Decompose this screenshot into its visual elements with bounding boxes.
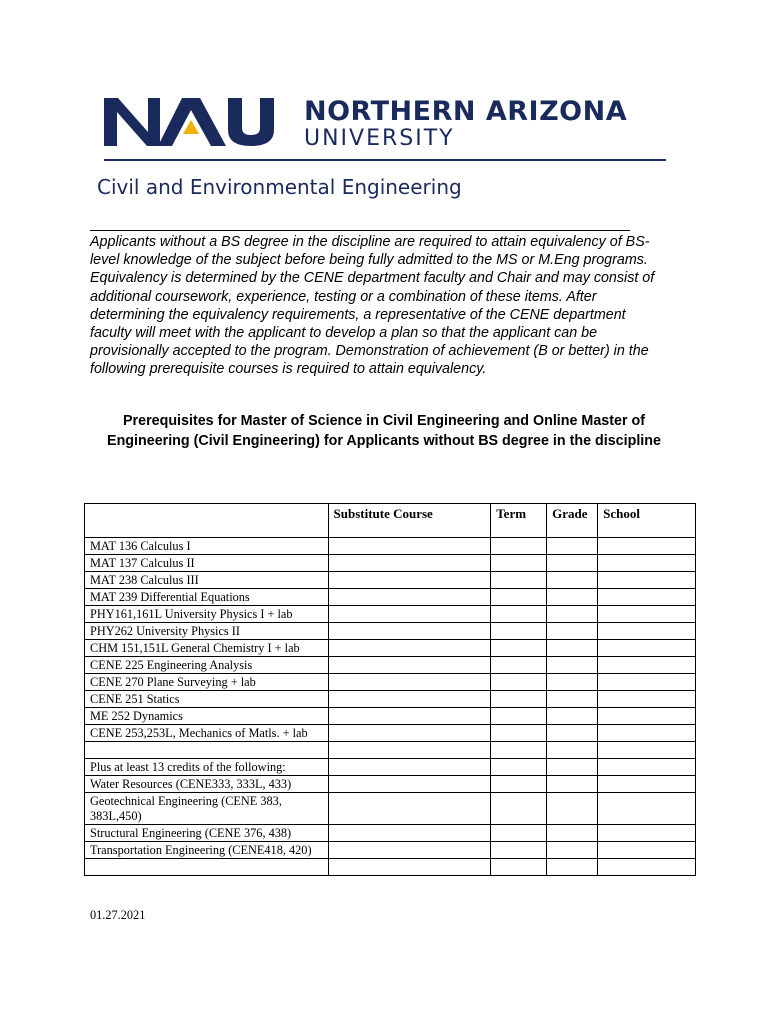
- school-cell[interactable]: [598, 725, 696, 742]
- course-cell: [85, 859, 329, 876]
- prerequisite-table: [84, 503, 696, 876]
- grade-cell[interactable]: [547, 657, 598, 674]
- substitute-course-cell[interactable]: [328, 640, 491, 657]
- table-row: [85, 538, 696, 555]
- term-cell[interactable]: [491, 674, 547, 691]
- school-cell[interactable]: [598, 708, 696, 725]
- term-cell[interactable]: [491, 640, 547, 657]
- course-cell: Structural Engineering (CENE 376, 438): [85, 825, 329, 842]
- term-cell[interactable]: [491, 742, 547, 759]
- substitute-course-cell[interactable]: [328, 674, 491, 691]
- grade-cell[interactable]: [547, 793, 598, 825]
- term-cell[interactable]: [491, 708, 547, 725]
- school-cell[interactable]: [598, 538, 696, 555]
- school-cell[interactable]: [598, 572, 696, 589]
- school-cell[interactable]: [598, 776, 696, 793]
- grade-cell[interactable]: [547, 555, 598, 572]
- school-cell[interactable]: [598, 589, 696, 606]
- course-cell: CENE 225 Engineering Analysis: [85, 657, 329, 674]
- term-cell[interactable]: [491, 589, 547, 606]
- header-substitute-course: Substitute Course: [328, 504, 491, 538]
- revision-date: 01.27.2021: [90, 908, 146, 922]
- course-cell: CENE 270 Plane Surveying + lab: [85, 674, 329, 691]
- substitute-course-cell[interactable]: [328, 589, 491, 606]
- substitute-course-cell[interactable]: [328, 725, 491, 742]
- term-cell[interactable]: [491, 538, 547, 555]
- school-cell[interactable]: [598, 859, 696, 876]
- table-header-row: [85, 504, 696, 538]
- term-cell[interactable]: [491, 776, 547, 793]
- term-cell[interactable]: [491, 793, 547, 825]
- grade-cell[interactable]: [547, 640, 598, 657]
- term-cell[interactable]: [491, 842, 547, 859]
- school-cell[interactable]: [598, 691, 696, 708]
- table-row: [85, 623, 696, 640]
- header-term: Term: [491, 504, 547, 538]
- substitute-course-cell[interactable]: [328, 708, 491, 725]
- table-row: [85, 708, 696, 725]
- substitute-course-cell[interactable]: [328, 825, 491, 842]
- table-row: [85, 691, 696, 708]
- substitute-course-cell[interactable]: [328, 572, 491, 589]
- logo-university: UNIVERSITY: [304, 126, 455, 151]
- course-cell: [85, 742, 329, 759]
- grade-cell[interactable]: [547, 776, 598, 793]
- substitute-course-cell[interactable]: [328, 538, 491, 555]
- substitute-course-cell[interactable]: [328, 657, 491, 674]
- table-row: [85, 674, 696, 691]
- term-cell[interactable]: [491, 725, 547, 742]
- grade-cell[interactable]: [547, 742, 598, 759]
- grade-cell[interactable]: [547, 708, 598, 725]
- substitute-course-cell[interactable]: [328, 555, 491, 572]
- table-row: [85, 859, 696, 876]
- table-row: [85, 640, 696, 657]
- substitute-course-cell[interactable]: [328, 691, 491, 708]
- grade-cell[interactable]: [547, 674, 598, 691]
- course-cell: CHM 151,151L General Chemistry I + lab: [85, 640, 329, 657]
- prerequisites-heading: Prerequisites for Master of Science in Civil Engineering and Online Master of Engineering (Civil Engineering) for Applicants without BS degree in the discipline: [107, 413, 661, 449]
- substitute-course-cell[interactable]: [328, 742, 491, 759]
- school-cell[interactable]: [598, 825, 696, 842]
- school-cell[interactable]: [598, 759, 696, 776]
- grade-cell[interactable]: [547, 589, 598, 606]
- term-cell[interactable]: [491, 555, 547, 572]
- table-row: [85, 842, 696, 859]
- logo-divider: [104, 159, 666, 161]
- course-cell: MAT 238 Calculus III: [85, 572, 329, 589]
- course-cell: PHY262 University Physics II: [85, 623, 329, 640]
- table-row: [85, 759, 696, 776]
- term-cell[interactable]: [491, 657, 547, 674]
- substitute-course-cell[interactable]: [328, 623, 491, 640]
- term-cell[interactable]: [491, 825, 547, 842]
- grade-cell[interactable]: [547, 623, 598, 640]
- course-cell: ME 252 Dynamics: [85, 708, 329, 725]
- logo-northern-arizona: NORTHERN ARIZONA: [304, 96, 628, 127]
- school-cell[interactable]: [598, 674, 696, 691]
- substitute-course-cell[interactable]: [328, 606, 491, 623]
- grade-cell[interactable]: [547, 606, 598, 623]
- substitute-course-cell[interactable]: [328, 793, 491, 825]
- table-row: [85, 555, 696, 572]
- course-cell: CENE 253,253L, Mechanics of Matls. + lab: [85, 725, 329, 742]
- grade-cell[interactable]: [547, 691, 598, 708]
- table-body: [85, 538, 696, 876]
- grade-cell[interactable]: [547, 825, 598, 842]
- department-name: Civil and Environmental Engineering: [97, 175, 462, 199]
- grade-cell[interactable]: [547, 842, 598, 859]
- mountain-accent-icon: [183, 120, 199, 134]
- header-course: [85, 504, 329, 538]
- school-cell[interactable]: [598, 742, 696, 759]
- term-cell[interactable]: [491, 623, 547, 640]
- signature-line: [90, 230, 630, 231]
- table-row: [85, 825, 696, 842]
- term-cell[interactable]: [491, 759, 547, 776]
- table-row: [85, 742, 696, 759]
- substitute-course-cell[interactable]: [328, 859, 491, 876]
- table-row: [85, 725, 696, 742]
- school-cell[interactable]: [598, 657, 696, 674]
- intro-paragraph: Applicants without a BS degree in the discipline are required to attain equivalency of BS-level knowledge of the subject before being fully admitted to the MS or M.Eng programs. Equivalency is determined by the CENE department faculty and Chair and may consist of additional coursework, experience, testing or a combination of these items. After determining the equivalency requirements, a representative of the CENE department faculty will meet with the applicant to develop a plan so that the applicant can be provisionally accepted to the program. Demonstration of achievement (B or better) in the following prerequisite courses is required to attain equivalency.: [90, 234, 655, 378]
- course-cell: Plus at least 13 credits of the following:: [85, 759, 329, 776]
- course-cell: Transportation Engineering (CENE418, 420): [85, 842, 329, 859]
- school-cell[interactable]: [598, 640, 696, 657]
- table-row: [85, 589, 696, 606]
- table-row: [85, 776, 696, 793]
- school-cell[interactable]: [598, 555, 696, 572]
- course-cell: MAT 136 Calculus I: [85, 538, 329, 555]
- course-cell: Geotechnical Engineering (CENE 383, 383L,450): [85, 793, 329, 825]
- grade-cell[interactable]: [547, 859, 598, 876]
- course-cell: Water Resources (CENE333, 333L, 433): [85, 776, 329, 793]
- table-row: [85, 572, 696, 589]
- course-cell: CENE 251 Statics: [85, 691, 329, 708]
- course-cell: PHY161,161L University Physics I + lab: [85, 606, 329, 623]
- table-row: [85, 606, 696, 623]
- course-cell: MAT 137 Calculus II: [85, 555, 329, 572]
- grade-cell[interactable]: [547, 572, 598, 589]
- term-cell[interactable]: [491, 606, 547, 623]
- grade-cell[interactable]: [547, 725, 598, 742]
- grade-cell[interactable]: [547, 538, 598, 555]
- table-row: [85, 793, 696, 825]
- substitute-course-cell[interactable]: [328, 759, 491, 776]
- table-row: [85, 657, 696, 674]
- header-school: School: [598, 504, 696, 538]
- course-cell: MAT 239 Differential Equations: [85, 589, 329, 606]
- term-cell[interactable]: [491, 572, 547, 589]
- grade-cell[interactable]: [547, 759, 598, 776]
- term-cell[interactable]: [491, 691, 547, 708]
- school-cell[interactable]: [598, 842, 696, 859]
- term-cell[interactable]: [491, 859, 547, 876]
- school-cell[interactable]: [598, 793, 696, 825]
- substitute-course-cell[interactable]: [328, 842, 491, 859]
- substitute-course-cell[interactable]: [328, 776, 491, 793]
- school-cell[interactable]: [598, 623, 696, 640]
- nau-logo-mark: [104, 96, 288, 148]
- school-cell[interactable]: [598, 606, 696, 623]
- header-grade: Grade: [547, 504, 598, 538]
